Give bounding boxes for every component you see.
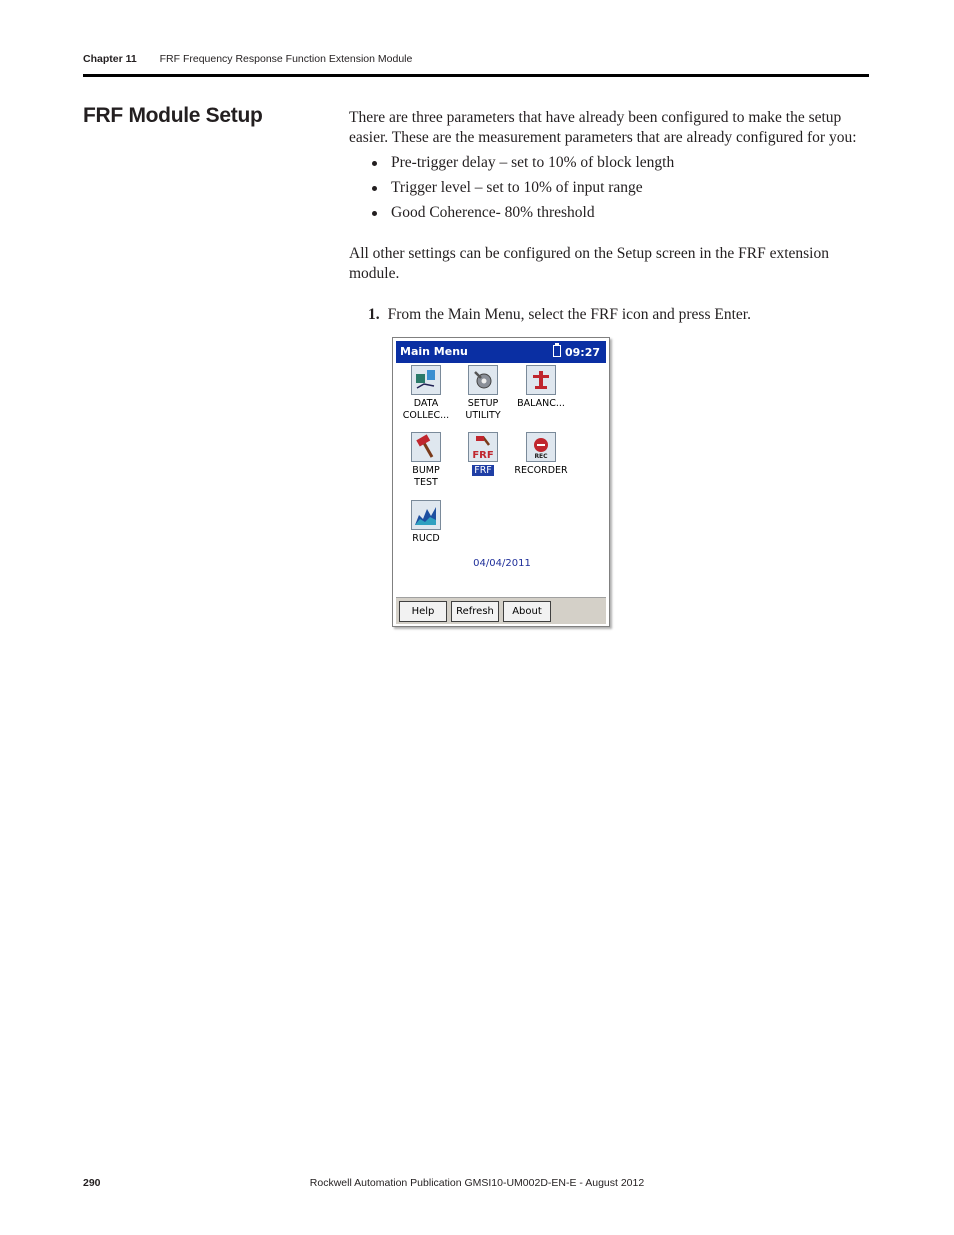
list-item: Trigger level – set to 10% of input range	[372, 178, 674, 203]
refresh-button[interactable]: Refresh	[451, 601, 499, 622]
app-label: FRF	[474, 465, 492, 476]
app-label: BUMP TEST	[412, 465, 440, 488]
bullet-icon	[372, 186, 377, 191]
frf-icon	[468, 432, 498, 462]
app-label: RUCD	[412, 533, 440, 544]
app-recorder[interactable]	[508, 432, 574, 477]
running-header	[83, 53, 412, 65]
section-title: FRF Module Setup	[83, 104, 263, 127]
data-collector-icon	[411, 365, 441, 395]
app-label: SETUP UTILITY	[465, 398, 501, 421]
title-bar	[396, 341, 606, 363]
chapter-title: FRF Frequency Response Function Extension Module	[159, 53, 413, 65]
clock: 09:27	[553, 345, 600, 359]
window-title: Main Menu	[400, 345, 468, 358]
app-setup-utility[interactable]	[450, 365, 516, 422]
publication-footer: Rockwell Automation Publication GMSI10-UM002D-EN-E - August 2012	[309, 1177, 645, 1189]
page-number: 290	[83, 1177, 101, 1189]
date-display: 04/04/2011	[473, 558, 531, 569]
recorder-icon	[526, 432, 556, 462]
app-frf[interactable]	[450, 432, 516, 477]
bullet-icon	[372, 161, 377, 166]
bump-test-hammer-icon	[411, 432, 441, 462]
step-1	[368, 305, 751, 325]
parameter-list	[372, 153, 674, 228]
app-label: RECORDER	[514, 465, 568, 476]
app-balance[interactable]	[508, 365, 574, 410]
step-number: 1.	[368, 306, 380, 323]
list-item: Good Coherence- 80% threshold	[372, 203, 674, 228]
chapter-label: Chapter 11	[83, 53, 137, 65]
intro-paragraph: There are three parameters that have already been configured to make the setup easier. These are the measurement parameters that are already configured for you:	[349, 109, 857, 146]
svg-text:FRF: FRF	[472, 450, 494, 461]
button-bar	[396, 597, 606, 624]
svg-text:REC: REC	[534, 453, 548, 460]
app-label: BALANC...	[517, 398, 565, 409]
setup-utility-icon	[468, 365, 498, 395]
step-text: From the Main Menu, select the FRF icon and press Enter.	[387, 306, 751, 323]
app-label: DATA COLLEC...	[402, 398, 450, 421]
balance-icon	[526, 365, 556, 395]
help-button[interactable]: Help	[399, 601, 447, 622]
header-rule	[83, 74, 869, 77]
settings-paragraph: All other settings can be configured on the Setup screen in the FRF extension module.	[349, 245, 829, 282]
app-rucd[interactable]	[393, 500, 459, 545]
battery-icon	[553, 345, 561, 357]
list-item: Pre-trigger delay – set to 10% of block length	[372, 153, 674, 178]
about-button[interactable]: About	[503, 601, 551, 622]
device-screenshot	[392, 337, 610, 627]
rucd-chart-icon	[411, 500, 441, 530]
bullet-icon	[372, 211, 377, 216]
